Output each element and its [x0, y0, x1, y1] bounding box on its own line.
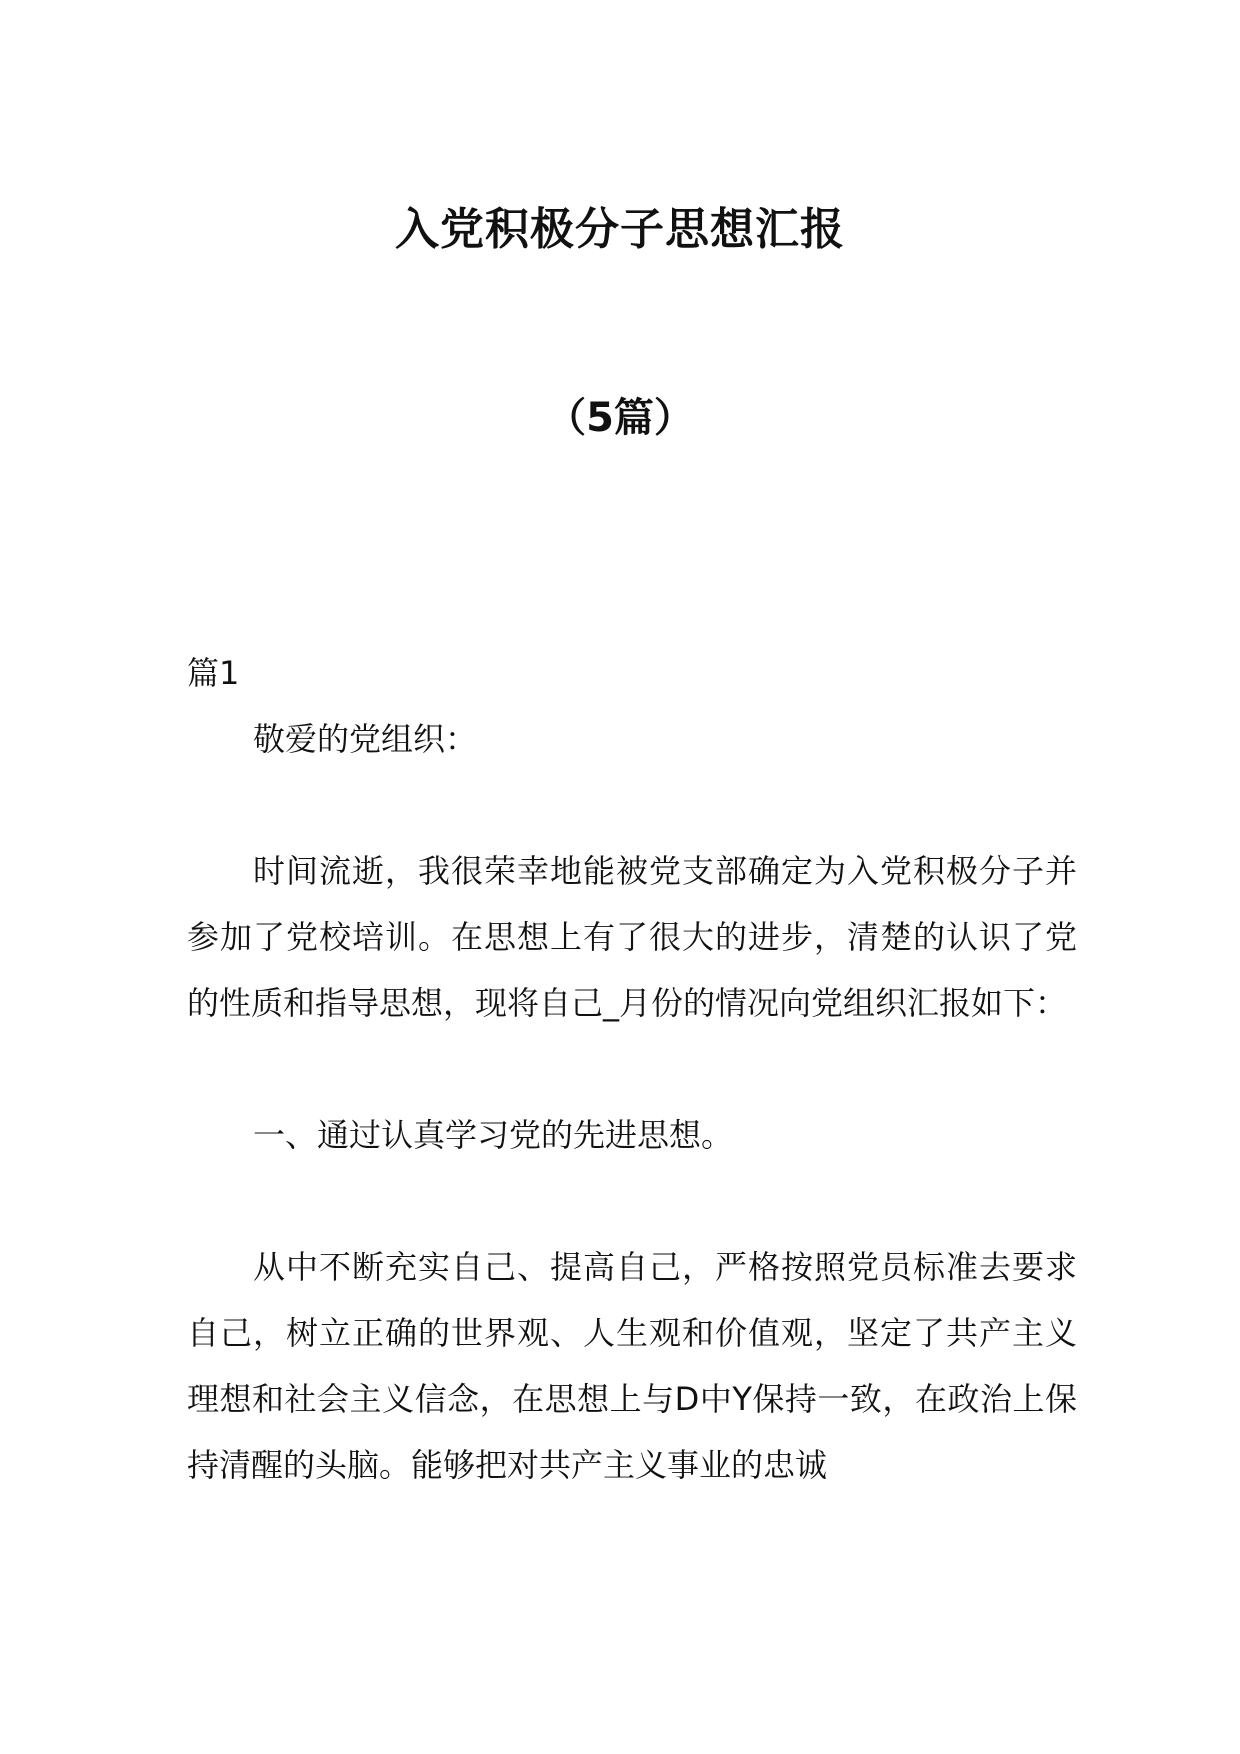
paragraph-1: 时间流逝，我很荣幸地能被党支部确定为入党积极分子并参加了党校培训。在思想上有了很大的进步，清楚的认识了党的性质和指导思想，现将自己_月份的情况向党组织汇报如下：: [187, 852, 1077, 1022]
section-label: 篇1: [187, 654, 240, 692]
paragraph-2: 从中不断充实自己、提高自己，严格按照党员标准去要求自己，树立正确的世界观、人生观和价值观，坚定了共产主义理想和社会主义信念，在思想上与D中Y保持一致，在政治上保持清醒的头脑。能够把对共产主义事业的忠诚: [187, 1248, 1077, 1484]
section-heading-1: 一、通过认真学习党的先进思想。: [253, 1116, 734, 1154]
document-body: [187, 640, 1077, 1498]
greeting: 敬爱的党组织：: [253, 720, 478, 758]
document-title: 入党积极分子思想汇报: [395, 204, 845, 255]
document-subtitle: （5篇）: [546, 395, 694, 441]
paragraph-gap: [187, 1036, 1077, 1102]
paragraph-gap: [187, 1168, 1077, 1234]
paragraph-gap: [187, 772, 1077, 838]
